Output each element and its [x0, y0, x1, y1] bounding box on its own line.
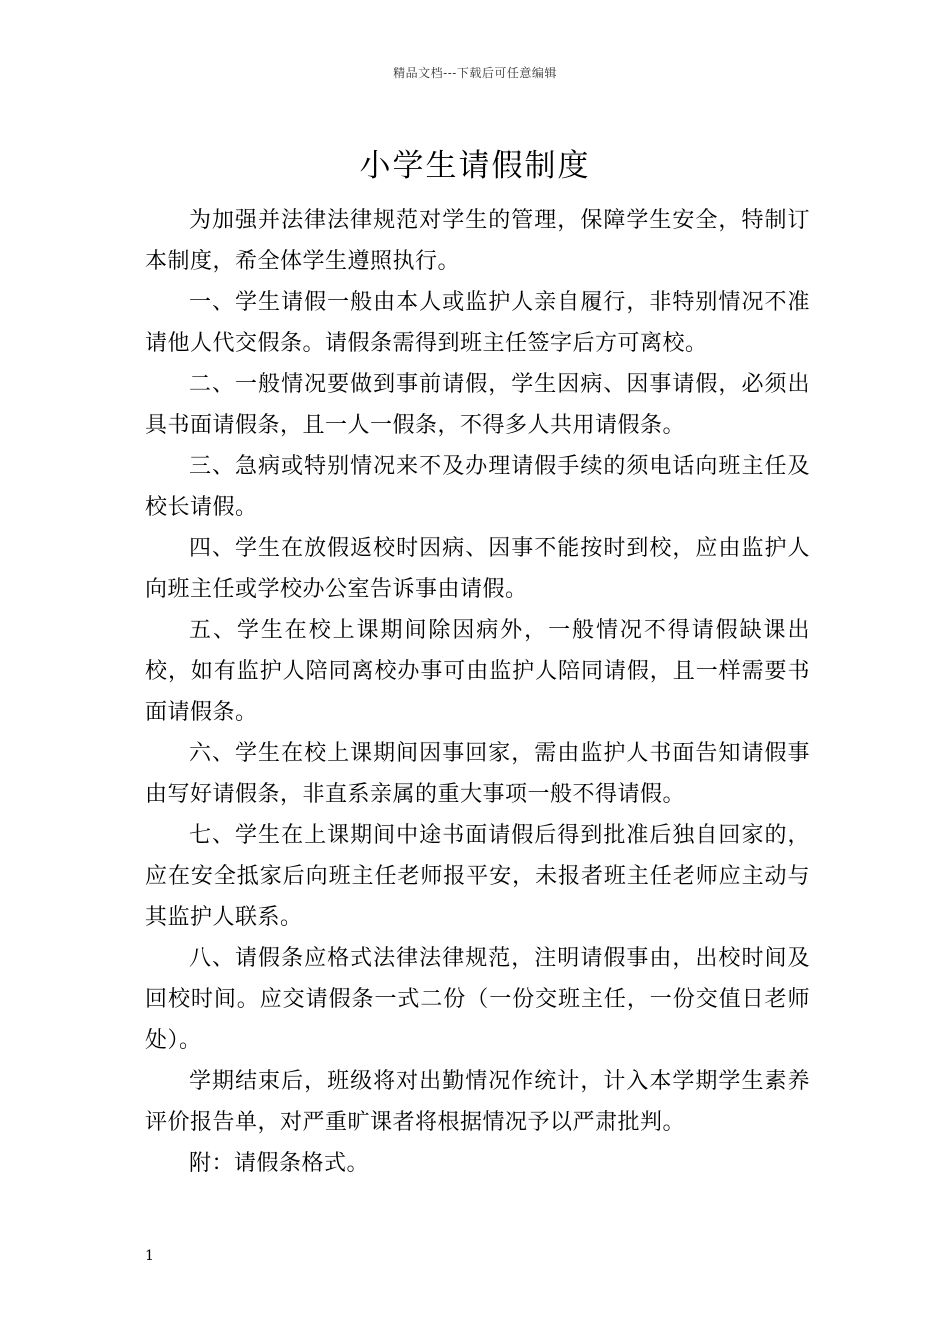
document-title: 小学生请假制度	[359, 148, 591, 184]
document-body	[145, 200, 810, 1184]
paragraph-rule-3: 三、急病或特别情况来不及办理请假手续的须电话向班主任及校长请假。	[145, 454, 810, 520]
header-note: 精品文档---下载后可任意编辑	[393, 66, 557, 80]
paragraph-rule-4: 四、学生在放假返校时因病、因事不能按时到校，应由监护人向班主任或学校办公室告诉事由请假。	[145, 536, 810, 602]
paragraph-rule-1: 一、学生请假一般由本人或监护人亲自履行，非特别情况不准请他人代交假条。请假条需得到班主任签字后方可离校。	[145, 290, 810, 356]
page-number: 1	[145, 1248, 154, 1264]
paragraph-attachment: 附：请假条格式。	[189, 1151, 370, 1176]
paragraph-rule-6: 六、学生在校上课期间因事回家，需由监护人书面告知请假事由写好请假条，非直系亲属的重大事项一般不得请假。	[145, 741, 810, 807]
paragraph-summary: 学期结束后，班级将对出勤情况作统计，计入本学期学生素养评价报告单，对严重旷课者将根据情况予以严肃批判。	[145, 1069, 810, 1135]
paragraph-rule-5: 五、学生在校上课期间除因病外，一般情况不得请假缺课出校，如有监护人陪同离校办事可由监护人陪同请假，且一样需要书面请假条。	[145, 618, 810, 725]
paragraph-intro: 为加强并法律法律规范对学生的管理，保障学生安全，特制订本制度，希全体学生遵照执行。	[145, 208, 810, 274]
paragraph-rule-7: 七、学生在上课期间中途书面请假后得到批准后独自回家的，应在安全抵家后向班主任老师报平安，未报者班主任老师应主动与其监护人联系。	[145, 823, 810, 930]
paragraph-rule-2: 二、一般情况要做到事前请假，学生因病、因事请假，必须出具书面请假条，且一人一假条，不得多人共用请假条。	[145, 372, 810, 438]
paragraph-rule-8: 八、请假条应格式法律法律规范，注明请假事由，出校时间及回校时间。应交请假条一式二份（一份交班主任，一份交值日老师处）。	[145, 946, 810, 1053]
